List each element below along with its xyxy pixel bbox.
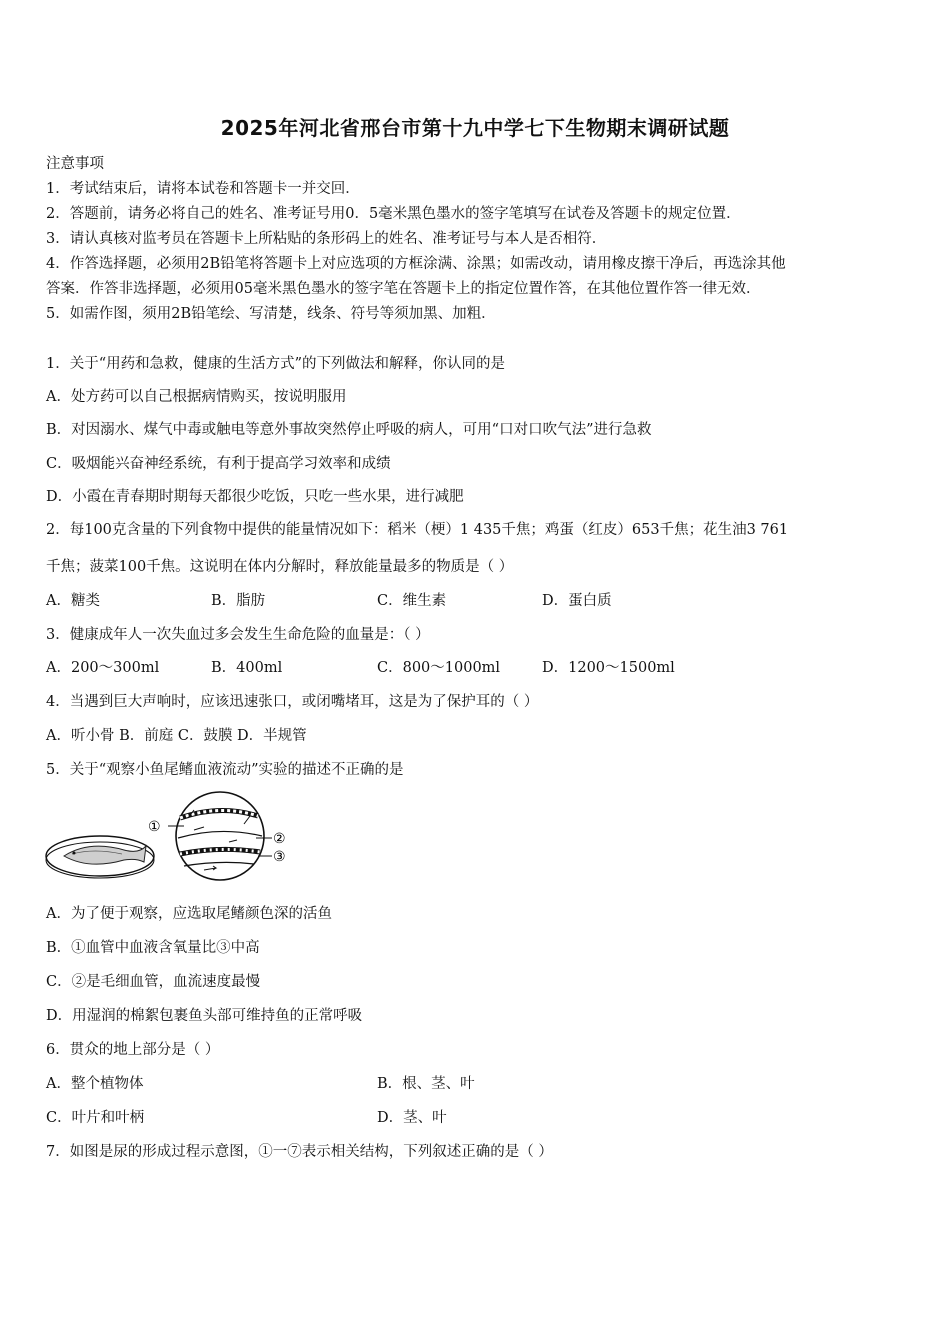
notice-item: 4．作答选择题，必须用2B铅笔将答题卡上对应选项的方框涂满、涂黑；如需改动，请用橡皮擦干净后，再选涂其他 (46, 256, 786, 272)
question-1-option: A．处方药可以自己根据病情购买，按说明服用 (46, 389, 347, 405)
question-3-option: D．1200～1500ml (542, 660, 675, 676)
notice-heading: 注意事项 (46, 156, 104, 172)
question-1-option: C．吸烟能兴奋神经系统，有利于提高学习效率和成绩 (46, 456, 391, 472)
question-5-option: D．用湿润的棉絮包裹鱼头部可维持鱼的正常呼吸 (46, 1008, 363, 1024)
question-2-stem-cont: 千焦；菠菜100千焦。这说明在体内分解时，释放能量最多的物质是（ ） (46, 559, 514, 575)
notice-item: 5．如需作图，须用2B铅笔绘、写清楚，线条、符号等须加黑、加粗． (46, 306, 496, 322)
question-5-option: C．②是毛细血管，血流速度最慢 (46, 974, 261, 990)
question-4-options: A．听小骨 B．前庭 C．鼓膜 D．半规管 (46, 728, 307, 744)
question-5-option: B．①血管中血液含氧量比③中高 (46, 940, 260, 956)
fish-tail-blood-flow-figure (44, 790, 304, 886)
notice-item: 1．考试结束后，请将本试卷和答题卡一并交回． (46, 181, 360, 197)
question-2-option: D．蛋白质 (542, 593, 612, 609)
question-2-option: C．维生素 (377, 593, 447, 609)
notice-item: 3．请认真核对监考员在答题卡上所粘贴的条形码上的姓名、准考证号与本人是否相符． (46, 231, 607, 247)
question-4-stem: 4．当遇到巨大声响时，应该迅速张口，或闭嘴堵耳，这是为了保护耳的（ ） (46, 694, 539, 710)
figure-label-1: ① (148, 819, 161, 835)
question-6-option: A．整个植物体 (46, 1076, 144, 1092)
magnified-view-icon (176, 792, 264, 880)
question-6-option: B．根、茎、叶 (377, 1076, 475, 1092)
figure-label-2: ② (273, 831, 286, 847)
question-2-stem: 2．每100克含量的下列食物中提供的能量情况如下：稻米（梗）1 435千焦；鸡蛋（红皮）653千焦；花生油3 761 (46, 522, 789, 538)
question-1-option: B．对因溺水、煤气中毒或触电等意外事故突然停止呼吸的病人，可用“口对口吹气法”进行急救 (46, 422, 652, 438)
notice-item: 答案．作答非选择题，必须用05毫米黑色墨水的签字笔在答题卡上的指定位置作答，在其他位置作答一律无效． (46, 281, 761, 297)
question-1-option: D．小霞在青春期时期每天都很少吃饭，只吃一些水果，进行减肥 (46, 489, 464, 505)
notice-item: 2．答题前，请务必将自己的姓名、准考证号用0．5毫米黑色墨水的签字笔填写在试卷及答题卡的规定位置． (46, 206, 741, 222)
question-2-option: A．糖类 (46, 593, 100, 609)
question-5-option: A．为了便于观察，应选取尾鳍颜色深的活鱼 (46, 906, 332, 922)
question-3-stem: 3．健康成年人一次失血过多会发生生命危险的血量是：（ ） (46, 627, 430, 643)
figure-label-3: ③ (273, 849, 286, 865)
question-2-option: B．脂肪 (211, 593, 266, 609)
question-3-option: A．200～300ml (46, 660, 160, 676)
petri-dish-fish-icon (46, 836, 154, 878)
question-1-stem: 1．关于“用药和急救，健康的生活方式”的下列做法和解释，你认同的是 (46, 356, 506, 372)
question-6-stem: 6．贯众的地上部分是（ ） (46, 1042, 220, 1058)
page-title: 2025年河北省邢台市第十九中学七下生物期末调研试题 (220, 116, 730, 140)
question-7-stem: 7．如图是尿的形成过程示意图，①一⑦表示相关结构，下列叙述正确的是（ ） (46, 1144, 553, 1160)
question-3-option: B．400ml (211, 660, 283, 676)
question-6-option: C．叶片和叶柄 (46, 1110, 145, 1126)
question-6-option: D．茎、叶 (377, 1110, 447, 1126)
question-3-option: C．800～1000ml (377, 660, 501, 676)
question-5-stem: 5．关于“观察小鱼尾鳍血液流动”实验的描述不正确的是 (46, 762, 404, 778)
